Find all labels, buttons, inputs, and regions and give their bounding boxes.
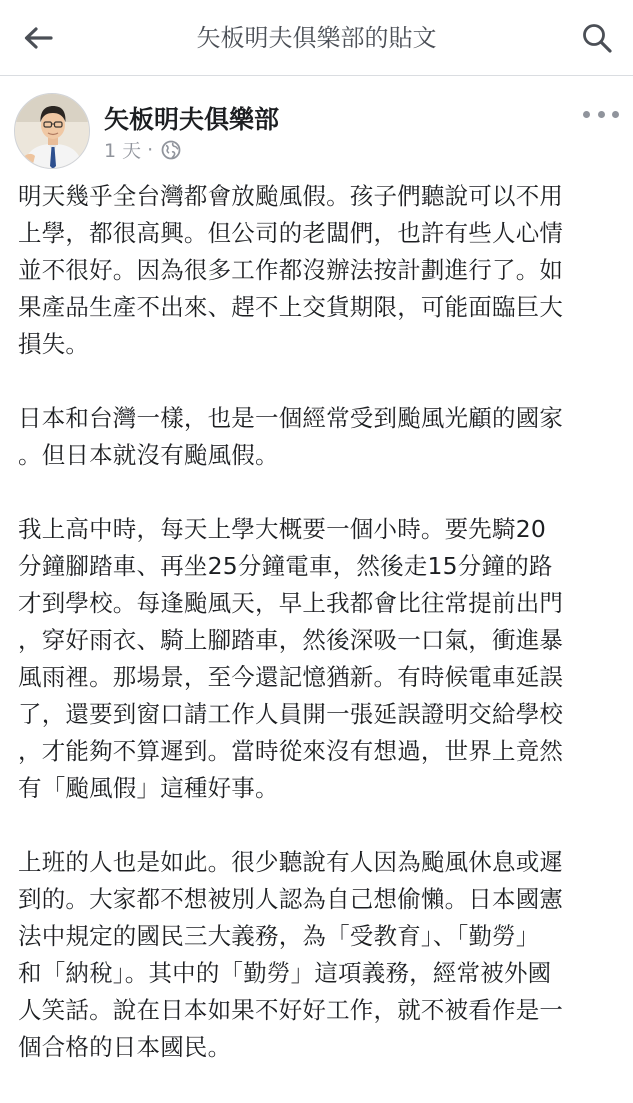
- text-line: 到的。大家都不想被別人認為自己想偷懶。日本國憲: [18, 885, 564, 913]
- text-line: ，才能夠不算遲到。當時從來沒有想過，世界上竟然: [18, 737, 564, 765]
- text-line: 並不很好。因為很多工作都沒辦法按計劃進行了。如: [18, 256, 564, 284]
- text-line: 果產品生產不出來、趕不上交貨期限，可能面臨巨大: [18, 293, 564, 321]
- text-line: 人笑話。說在日本如果不好好工作，就不被看作是一: [18, 996, 564, 1024]
- text-line: 損失。: [18, 330, 90, 358]
- post-paragraph: [18, 844, 628, 1066]
- text-line: 個合格的日本國民。: [18, 1033, 232, 1061]
- back-button[interactable]: [18, 18, 58, 58]
- post-meta: [104, 136, 181, 163]
- more-dot: [612, 111, 619, 118]
- text-line: 風雨裡。那場景，至今還記憶猶新。有時候電車延誤: [18, 663, 564, 691]
- post-body: [18, 178, 628, 1103]
- post-author-name[interactable]: 矢板明夫俱樂部: [104, 105, 280, 134]
- search-button[interactable]: [575, 16, 619, 60]
- post-header: [0, 76, 633, 176]
- avatar-portrait-icon: [15, 94, 90, 169]
- arrow-left-icon: [23, 26, 53, 50]
- text-line: 分鐘腳踏車、再坐25分鐘電車，然後走15分鐘的路: [18, 552, 553, 580]
- text-line: ，穿好雨衣、騎上腳踏車，然後深吸一口氣，衝進暴: [18, 626, 564, 654]
- text-line: 上學，都很高興。但公司的老闆們，也許有些人心情: [18, 219, 564, 247]
- more-dot: [598, 111, 605, 118]
- more-dot: [583, 111, 590, 118]
- post-more-options-button[interactable]: [583, 102, 619, 126]
- text-line: 。但日本就沒有颱風假。: [18, 441, 279, 469]
- post-paragraph: [18, 400, 628, 474]
- text-line: 有「颱風假」這種好事。: [18, 774, 279, 802]
- text-line: 法中規定的國民三大義務，為「受教育」、「勤勞」: [18, 922, 540, 950]
- text-line: 才到學校。每逢颱風天，早上我都會比往常提前出門: [18, 589, 564, 617]
- author-avatar[interactable]: [14, 93, 90, 169]
- text-line: 和「納稅」。其中的「勤勞」這項義務，經常被外國: [18, 959, 552, 987]
- page-title: 矢板明夫俱樂部的貼文: [196, 24, 437, 52]
- text-line: 上班的人也是如此。很少聽說有人因為颱風休息或遲: [18, 848, 564, 876]
- text-line: 明天幾乎全台灣都會放颱風假。孩子們聽說可以不用: [18, 182, 564, 210]
- text-line: 我上高中時，每天上學大概要一個小時。要先騎20: [18, 515, 547, 543]
- post-paragraph: [18, 178, 628, 363]
- meta-separator: ·: [147, 138, 154, 161]
- globe-icon: [161, 140, 181, 160]
- text-line: 日本和台灣一樣，也是一個經常受到颱風光顧的國家: [18, 404, 564, 432]
- search-icon: [581, 22, 613, 54]
- text-line: 了，還要到窗口請工作人員開一張延誤證明交給學校: [18, 700, 564, 728]
- post-paragraph: [18, 511, 628, 807]
- top-navigation-bar: [0, 0, 633, 76]
- post-timestamp[interactable]: 1 天: [104, 140, 142, 162]
